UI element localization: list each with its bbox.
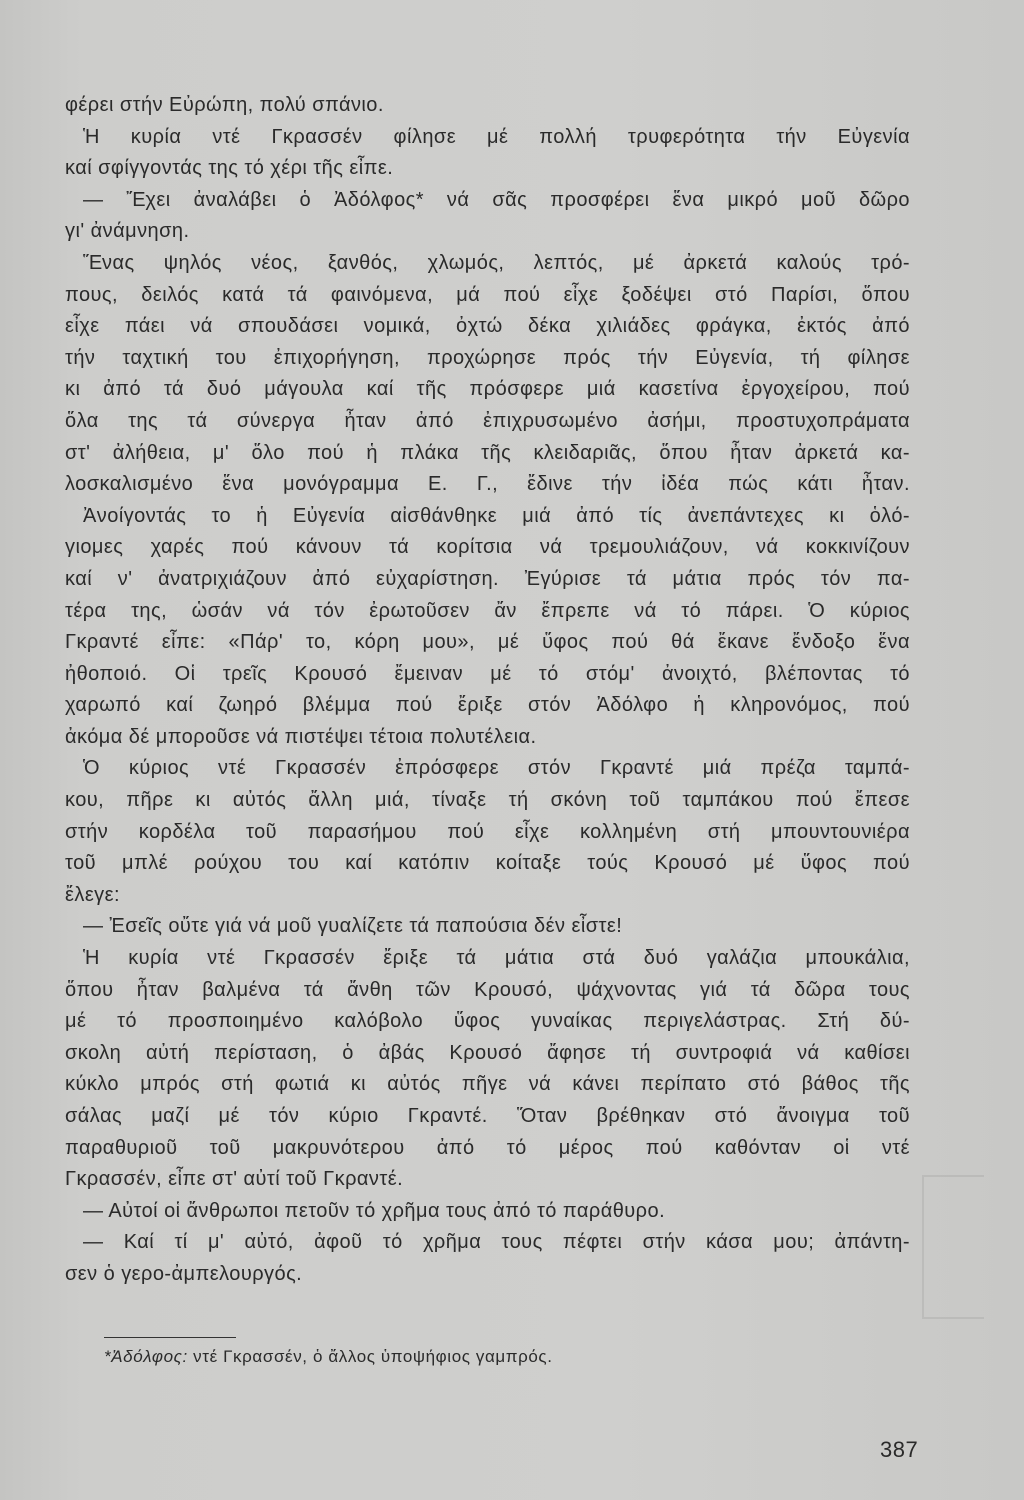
text-line: κύκλο μπρός στή φωτιά κι αὐτός πῆγε νά κάνει περίπατο στό βάθος τῆς bbox=[65, 1073, 910, 1096]
text-line: Γκρασσέν, εἶπε στ' αὐτί τοῦ Γκραντέ. bbox=[65, 1168, 404, 1191]
text-line: Ἕνας ψηλός νέος, ξανθός, χλωμός, λεπτός, μέ ἀρκετά καλούς τρό- bbox=[83, 251, 910, 274]
text-line: ὅλα της τά σύνεργα ἦταν ἀπό ἐπιχρυσωμένο ἀσήμι, προστυχοπράματα bbox=[65, 409, 910, 432]
text-line: στήν κορδέλα τοῦ παρασήμου πού εἶχε κολλημένη στή μπουντουνιέρα bbox=[65, 820, 910, 843]
page-number: 387 bbox=[880, 1437, 919, 1462]
text-line: γιομες χαρές πού κάνουν τά κορίτσια νά τρεμουλιάζουν, νά κοκκινίζουν bbox=[65, 536, 910, 559]
text-line: Ὁ κύριος ντέ Γκρασσέν ἐπρόσφερε στόν Γκραντέ μιά πρέζα ταμπά- bbox=[83, 757, 910, 780]
text-line: Ἡ κυρία ντέ Γκρασσέν φίλησε μέ πολλή τρυφερότητα τήν Εὐγενία bbox=[83, 125, 910, 148]
text-line: φέρει στήν Εὐρώπη, πολύ σπάνιο. bbox=[65, 94, 384, 116]
text-line: καί σφίγγοντάς της τό χέρι τῆς εἶπε. bbox=[65, 157, 394, 180]
text-line: κι ἀπό τά δυό μάγουλα καί τῆς πρόσφερε μιά κασετίνα ἐργοχείρου, πού bbox=[65, 378, 910, 401]
text-line: μέ τό προσποιημένο καλόβολο ὕφος γυναίκας περιγελάστρας. Στή δύ- bbox=[65, 1010, 910, 1033]
footnote-text: ντέ Γκρασσέν, ὁ ἄλλος ὑποψήφιος γαμπρός. bbox=[187, 1347, 553, 1366]
text-line: — Ἔχει ἀναλάβει ὁ Ἀδόλφος* νά σᾶς προσφέρει ἕνα μικρό μοῦ δῶρο bbox=[83, 188, 910, 211]
footnote bbox=[104, 1347, 553, 1367]
text-line: σκολη αὐτή περίσταση, ὁ ἀβάς Κρουσό ἄφησε τή συντροφιά νά καθίσει bbox=[65, 1041, 910, 1064]
text-line: πους, δειλός κατά τά φαινόμενα, μά πού εἶχε ξοδέψει στό Παρίσι, ὅπου bbox=[65, 283, 910, 306]
text-line: καί ν' ἀνατριχιάζουν ἀπό εὐχαρίστηση. Ἐγύρισε τά μάτια πρός τόν πα- bbox=[65, 567, 910, 590]
text-line: τέρα της, ὡσάν νά τόν ἐρωτοῦσεν ἄν ἔπρεπε νά τό πάρει. Ὁ κύριος bbox=[65, 599, 910, 622]
text-line: τήν ταχτική του ἐπιχορήγηση, προχώρησε πρός τήν Εὐγενία, τή φίλησε bbox=[65, 346, 910, 369]
body-text bbox=[65, 90, 910, 1291]
text-line: τοῦ μπλέ ρούχου του καί κατόπιν κοίταξε τούς Κρουσό μέ ὕφος πού bbox=[65, 852, 910, 875]
text-line: Γκραντέ εἶπε: «Πάρ' το, κόρη μου», μέ ὕφος πού θά ἔκανε ἔνδοξο ἕνα bbox=[65, 631, 910, 654]
bleed-through-mark bbox=[922, 1175, 984, 1319]
text-line: σεν ὁ γερο-ἀμπελουργός. bbox=[65, 1262, 303, 1285]
text-line: ἀκόμα δέ μποροῦσε νά πιστέψει τέτοια πολυτέλεια. bbox=[65, 725, 537, 748]
text-line: ἠθοποιό. Οἱ τρεῖς Κρουσό ἔμειναν μέ τό στόμ' ἀνοιχτό, βλέποντας τό bbox=[65, 662, 910, 685]
text-line: Ἡ κυρία ντέ Γκρασσέν ἔριξε τά μάτια στά δυό γαλάζια μπουκάλια, bbox=[83, 947, 910, 970]
text-line: — Καί τί μ' αὐτό, ἀφοῦ τό χρῆμα τους πέφτει στήν κάσα μου; ἀπάντη- bbox=[83, 1231, 910, 1254]
footnote-term: *Ἀδόλφος: bbox=[104, 1347, 188, 1366]
text-line: στ' ἀλήθεια, μ' ὅλο πού ἡ πλάκα τῆς κλειδαριᾶς, ὅπου ἦταν ἀρκετά κα- bbox=[65, 441, 910, 464]
text-line: ἔλεγε: bbox=[65, 883, 121, 906]
text-line: Ἀνοίγοντάς το ἡ Εὐγενία αἰσθάνθηκε μιά ἀπό τίς ἀνεπάντεχες κι ὁλό- bbox=[83, 504, 910, 527]
footnote-divider bbox=[104, 1337, 236, 1338]
text-line: κου, πῆρε κι αὐτός ἄλλη μιά, τίναξε τή σκόνη τοῦ ταμπάκου πού ἔπεσε bbox=[65, 789, 910, 812]
text-line: εἶχε πάει νά σπουδάσει νομικά, ὀχτώ δέκα χιλιάδες φράγκα, ἐκτός ἀπό bbox=[65, 315, 910, 338]
text-line: λοσκαλισμένο ἕνα μονόγραμμα Ε. Γ., ἔδινε τήν ἰδέα πώς κάτι ἦταν. bbox=[65, 473, 910, 496]
text-line: παραθυριοῦ τοῦ μακρυνότερου ἀπό τό μέρος πού καθόνταν οἱ ντέ bbox=[65, 1136, 910, 1159]
text-line: ὅπου ἦταν βαλμένα τά ἄνθη τῶν Κρουσό, ψάχνοντας γιά τά δῶρα τους bbox=[65, 978, 910, 1001]
text-line: γι' ἀνάμνηση. bbox=[65, 220, 190, 243]
text-line: χαρωπό καί ζωηρό βλέμμα πού ἔριξε στόν Ἀδόλφο ἡ κληρονόμος, πού bbox=[65, 694, 910, 717]
text-line: — Αὐτοί οἱ ἄνθρωποι πετοῦν τό χρῆμα τους ἀπό τό παράθυρο. bbox=[83, 1199, 666, 1222]
text-line: σάλας μαζί μέ τόν κύριο Γκραντέ. Ὅταν βρέθηκαν στό ἄνοιγμα τοῦ bbox=[65, 1105, 910, 1127]
text-line: — Ἐσεῖς οὔτε γιά νά μοῦ γυαλίζετε τά παπούσια δέν εἶστε! bbox=[83, 915, 623, 938]
